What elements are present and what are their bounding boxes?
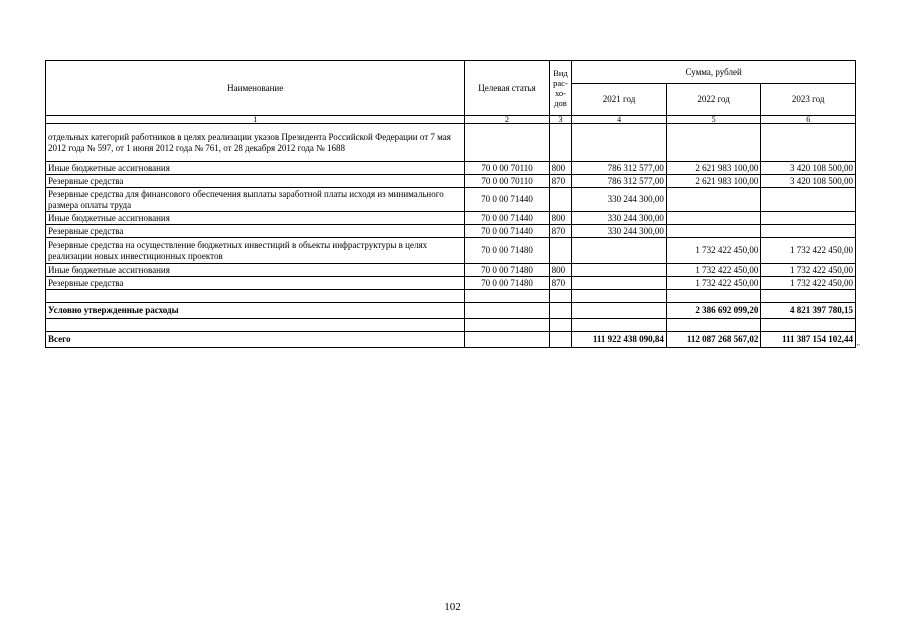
row-name: Иные бюджетные ассигнования (46, 212, 465, 225)
table-row (46, 124, 856, 162)
row-2023: 1 732 422 450,00 (761, 238, 856, 264)
row-2022: 1 732 422 450,00 (666, 238, 761, 264)
row-2021 (572, 124, 667, 162)
row-expense-type (549, 188, 572, 212)
column-index: 3 (549, 116, 572, 124)
empty-cell (666, 290, 761, 303)
row-2022 (666, 188, 761, 212)
row-target-article: 70 0 00 70110 (465, 175, 549, 188)
total-2021: 111 922 438 090,84 (572, 332, 667, 348)
row-name: Резервные средства (46, 225, 465, 238)
total-label: Всего (46, 332, 465, 348)
empty-cell (549, 332, 572, 348)
row-expense-type: 870 (549, 225, 572, 238)
column-index: 1 (46, 116, 465, 124)
row-2022: 1 732 422 450,00 (666, 277, 761, 290)
empty-cell (549, 303, 572, 319)
row-2022 (666, 124, 761, 162)
spacer-row (46, 319, 856, 332)
empty-cell (46, 319, 465, 332)
row-target-article: 70 0 00 71480 (465, 264, 549, 277)
row-expense-type: 870 (549, 175, 572, 188)
conditional-expenses-row (46, 303, 856, 319)
header-year-2022: 2022 год (666, 84, 761, 116)
table-row (46, 277, 856, 290)
conditional-expenses-label: Условно утвержденные расходы (46, 303, 465, 319)
table-row (46, 212, 856, 225)
row-2021: 330 244 300,00 (572, 212, 667, 225)
table-row (46, 238, 856, 264)
row-target-article: 70 0 00 71440 (465, 212, 549, 225)
closing-quote-mark: " (857, 343, 860, 351)
table-row (46, 225, 856, 238)
table-row (46, 188, 856, 212)
row-2022: 2 621 983 100,00 (666, 162, 761, 175)
conditional-2022: 2 386 692 099,20 (666, 303, 761, 319)
header-sum: Сумма, рублей (572, 61, 856, 84)
table-row (46, 175, 856, 188)
row-2023: 1 732 422 450,00 (761, 264, 856, 277)
row-expense-type (549, 238, 572, 264)
empty-cell (761, 319, 856, 332)
row-expense-type: 800 (549, 162, 572, 175)
row-target-article: 70 0 00 71480 (465, 238, 549, 264)
row-name: Резервные средства (46, 175, 465, 188)
row-2021: 330 244 300,00 (572, 188, 667, 212)
total-row (46, 332, 856, 348)
row-name: Резервные средства для финансового обеспечения выплаты заработной платы исходя из минимального размера оплаты труда (46, 188, 465, 212)
row-name: Резервные средства (46, 277, 465, 290)
conditional-2023: 4 821 397 780,15 (761, 303, 856, 319)
row-2022 (666, 225, 761, 238)
row-2021: 786 312 577,00 (572, 162, 667, 175)
header-target-article: Целевая статья (465, 61, 549, 116)
empty-cell (46, 290, 465, 303)
row-2023 (761, 225, 856, 238)
header-name: Наименование (46, 61, 465, 116)
column-index: 4 (572, 116, 667, 124)
row-2022: 1 732 422 450,00 (666, 264, 761, 277)
empty-cell (465, 290, 549, 303)
column-index: 2 (465, 116, 549, 124)
conditional-2021 (572, 303, 667, 319)
spacer-row (46, 290, 856, 303)
header-expense-type: Вид рас-хо-дов (549, 61, 572, 116)
row-2021: 786 312 577,00 (572, 175, 667, 188)
row-2023 (761, 212, 856, 225)
row-name: отдельных категорий работников в целях реализации указов Президента Российской Федерации от 7 мая 2012 года № 597, от 1 июня 2012 года № 761, от 28 декабря 2012 года № 1688 (46, 124, 465, 162)
row-expense-type: 870 (549, 277, 572, 290)
row-target-article: 70 0 00 71440 (465, 225, 549, 238)
empty-cell (465, 303, 549, 319)
row-2023 (761, 124, 856, 162)
row-target-article (465, 124, 549, 162)
empty-cell (572, 290, 667, 303)
total-2023: 111 387 154 102,44 (761, 332, 856, 348)
row-target-article: 70 0 00 71440 (465, 188, 549, 212)
page-number: 102 (444, 601, 461, 613)
header-year-2021: 2021 год (572, 84, 667, 116)
row-name: Резервные средства на осуществление бюджетных инвестиций в объекты инфраструктуры в целях реализации новых инвестиционных проектов (46, 238, 465, 264)
row-2022 (666, 212, 761, 225)
row-2023: 3 420 108 500,00 (761, 162, 856, 175)
empty-cell (465, 319, 549, 332)
row-expense-type: 800 (549, 264, 572, 277)
row-expense-type (549, 124, 572, 162)
row-name: Иные бюджетные ассигнования (46, 162, 465, 175)
row-2021: 330 244 300,00 (572, 225, 667, 238)
row-2023 (761, 188, 856, 212)
row-2021 (572, 264, 667, 277)
empty-cell (572, 319, 667, 332)
row-target-article: 70 0 00 70110 (465, 162, 549, 175)
header-year-2023: 2023 год (761, 84, 856, 116)
empty-cell (666, 319, 761, 332)
row-expense-type: 800 (549, 212, 572, 225)
column-index-row (46, 116, 856, 124)
column-index: 5 (666, 116, 761, 124)
row-2021 (572, 277, 667, 290)
budget-table (45, 60, 856, 348)
empty-cell (465, 332, 549, 348)
total-2022: 112 087 268 567,02 (666, 332, 761, 348)
empty-cell (549, 319, 572, 332)
row-2022: 2 621 983 100,00 (666, 175, 761, 188)
row-2021 (572, 238, 667, 264)
table-row (46, 162, 856, 175)
column-index: 6 (761, 116, 856, 124)
row-name: Иные бюджетные ассигнования (46, 264, 465, 277)
row-2023: 1 732 422 450,00 (761, 277, 856, 290)
table-row (46, 264, 856, 277)
empty-cell (549, 290, 572, 303)
row-2023: 3 420 108 500,00 (761, 175, 856, 188)
empty-cell (761, 290, 856, 303)
row-target-article: 70 0 00 71480 (465, 277, 549, 290)
